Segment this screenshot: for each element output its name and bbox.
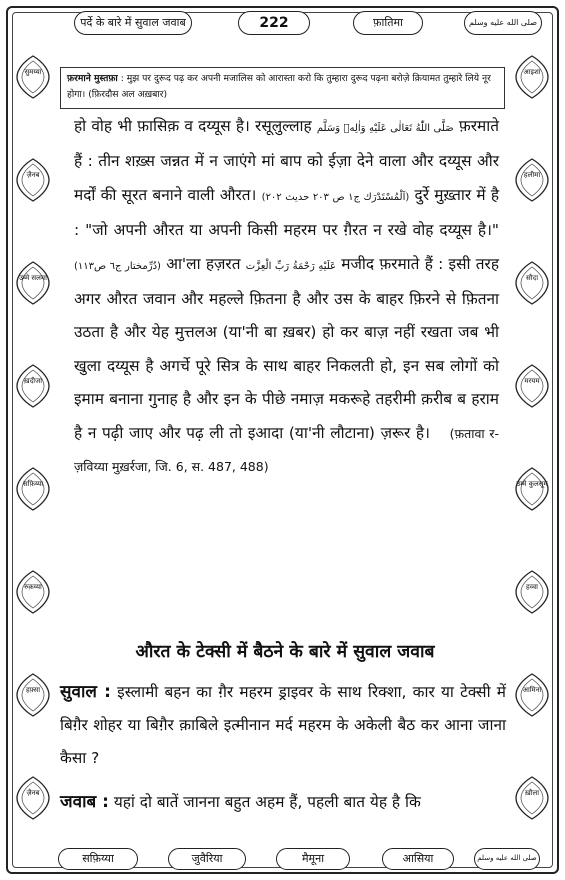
main-text (74, 110, 499, 483)
left-ornament-medallion (15, 54, 51, 100)
medallion-label: हव्वा (526, 583, 538, 591)
medallion-label: मरयम (524, 377, 540, 385)
body-text-1: हो वोह भी फ़ासिक़ व दय्यूस है। रसूलुल्लाह (74, 117, 312, 135)
right-ornament-medallion (514, 54, 550, 100)
medallion-label: ख़ौला (524, 789, 540, 797)
notice-label: फ़रमाने मुस्तफ़ा (67, 73, 118, 84)
left-ornament-medallion (15, 466, 51, 512)
fatawa-reference: (फ़तावा र-ज़विय्या मुख़र्रजा, जि. 6, स. 487, 488) (74, 425, 499, 475)
footer-name-3: मैमूना (276, 848, 350, 870)
arabic-reference-2: (دُرِّمختار ج٦ ص١١٣) (74, 260, 161, 272)
header-seal: صلى الله عليه وسلم (464, 11, 542, 35)
body-text-4: आ'ला हज़रत (166, 254, 241, 273)
arabic-reference-1: (اَلْمُسْتَدْرَك ج١ ص ٢٠٣ حديث ٢٠٢) (261, 191, 410, 203)
medallion-label: ज़ैनब (26, 789, 40, 797)
left-ornament-medallion (15, 775, 51, 821)
right-ornament-medallion (514, 363, 550, 409)
body-text-5: मजीद फ़रमाते हैं : इसी तरह अगर औरत जवान और महल्ले फ़ितना है और उस के बाहर फ़िरने से फ़ितना उठता है और येह मुत्तलअ (या'नी बा ख़बर) हो कर बाज़ नहीं रखता जब भी खुला दय्यूस है अगर्चे पूरे सित्र के साथ बाहर निकलती हो, इन सब लोगों को इमाम बनाना गुनाह है और इन के पीछे नमाज़ मकरूहे तहरीमी क़रीब ब हराम है न पढ़ी जाए और पढ़ ली तो इआदा (या'नी लौटाना) ज़रूर है। (74, 254, 499, 442)
notice-source: (फ़िरदौस अल अख़बार) (88, 89, 168, 100)
chapter-title: पर्दे के बारे में सुवाल जवाब (74, 11, 192, 35)
arabic-dua: عَلَيْهِ رَحْمَةُ رَبِّ الْعِزَّت (245, 260, 337, 272)
left-ornament-medallion (15, 157, 51, 203)
footer-seal: صلى الله عليه وسلم (474, 848, 540, 870)
body-text-2: फ़रमाते हैं : तीन शख़्स जन्नत में न जाएंगे मां बाप को ईज़ा देने वाला और दय्यूस और मर्दों की सूरत बनाने वाली औरत। (74, 117, 499, 204)
medallion-label: उम्मे सलमा (19, 274, 47, 282)
body-paragraph (74, 110, 499, 483)
right-ornament-medallion (514, 672, 550, 718)
medallion-label: सुमय्या (24, 68, 42, 76)
medallion-label: हलीमा (523, 171, 541, 179)
medallion-label: हफ़्सा (25, 686, 41, 694)
hadith-notice-box (60, 67, 505, 109)
medallion-label: ख़दीजा (23, 377, 43, 385)
right-ornament-medallion (514, 260, 550, 306)
footer-name-2: जुवैरिया (168, 848, 246, 870)
footer-name-1: सफ़िय्या (58, 848, 138, 870)
footer-name-4: आसिया (382, 848, 454, 870)
left-ornament-medallion (15, 260, 51, 306)
medallion-label: उम्मे कुलसूम (516, 480, 548, 488)
right-ornament-medallion (514, 775, 550, 821)
body-text-3: दुर्रे मुख़्तार में है : "जो अपनी औरत या अपनी किसी महरम पर ग़ैरत न रखे वोह दय्यूस है।" (74, 185, 500, 240)
answer-text: यहां दो बातें जानना बहुत अहम हैं, पहली बात येह है कि (113, 793, 421, 811)
right-ornament-medallion (514, 466, 550, 512)
answer-label: जवाब : (60, 792, 109, 812)
answer-block (60, 786, 506, 819)
question-text: इस्लामी बहन का ग़ैर महरम ड्राइवर के साथ रिक्शा, कार या टेक्सी में बिग़ैर शोहर या बिग़ैर क़ाबिले इत्मीनान मर्द महरम के अकेली बैठ कर आना जाना कैसा ? (60, 683, 506, 767)
page-number: 222 (238, 11, 310, 35)
question-block (60, 676, 506, 775)
section-heading: औरत के टेक्सी में बैठने के बारे में सुवाल जवाब (135, 642, 435, 662)
question-label: सुवाल : (60, 682, 111, 702)
left-ornament-medallion (15, 672, 51, 718)
left-ornament-medallion (15, 569, 51, 615)
notice-text: : मुझ पर दुरूद पढ़ कर अपनी मजालिस को आरास्ता करो कि तुम्हारा दुरूद पढ़ना बरोज़े क़ियामत तुम्हारे लिये नूर होगा। (67, 73, 491, 100)
right-ornament-medallion (514, 569, 550, 615)
right-ornament-column (514, 28, 550, 852)
left-ornament-column (15, 28, 51, 852)
arabic-salutation: صَلَّى اللّٰهُ تَعَالٰی عَلَيْهِ وَاٰلِهٖ وَسَلَّم (316, 123, 454, 134)
medallion-label: ज़ैनब (26, 171, 40, 179)
left-ornament-medallion (15, 363, 51, 409)
medallion-label: रुक़य्या (24, 583, 42, 591)
medallion-label: सफ़िय्या (22, 480, 44, 488)
header-name-badge: फ़ातिमा (353, 11, 423, 35)
right-ornament-medallion (514, 157, 550, 203)
medallion-label: सौदा (525, 274, 539, 282)
medallion-label: आइशा (523, 68, 541, 76)
medallion-label: आमिना (522, 686, 542, 694)
